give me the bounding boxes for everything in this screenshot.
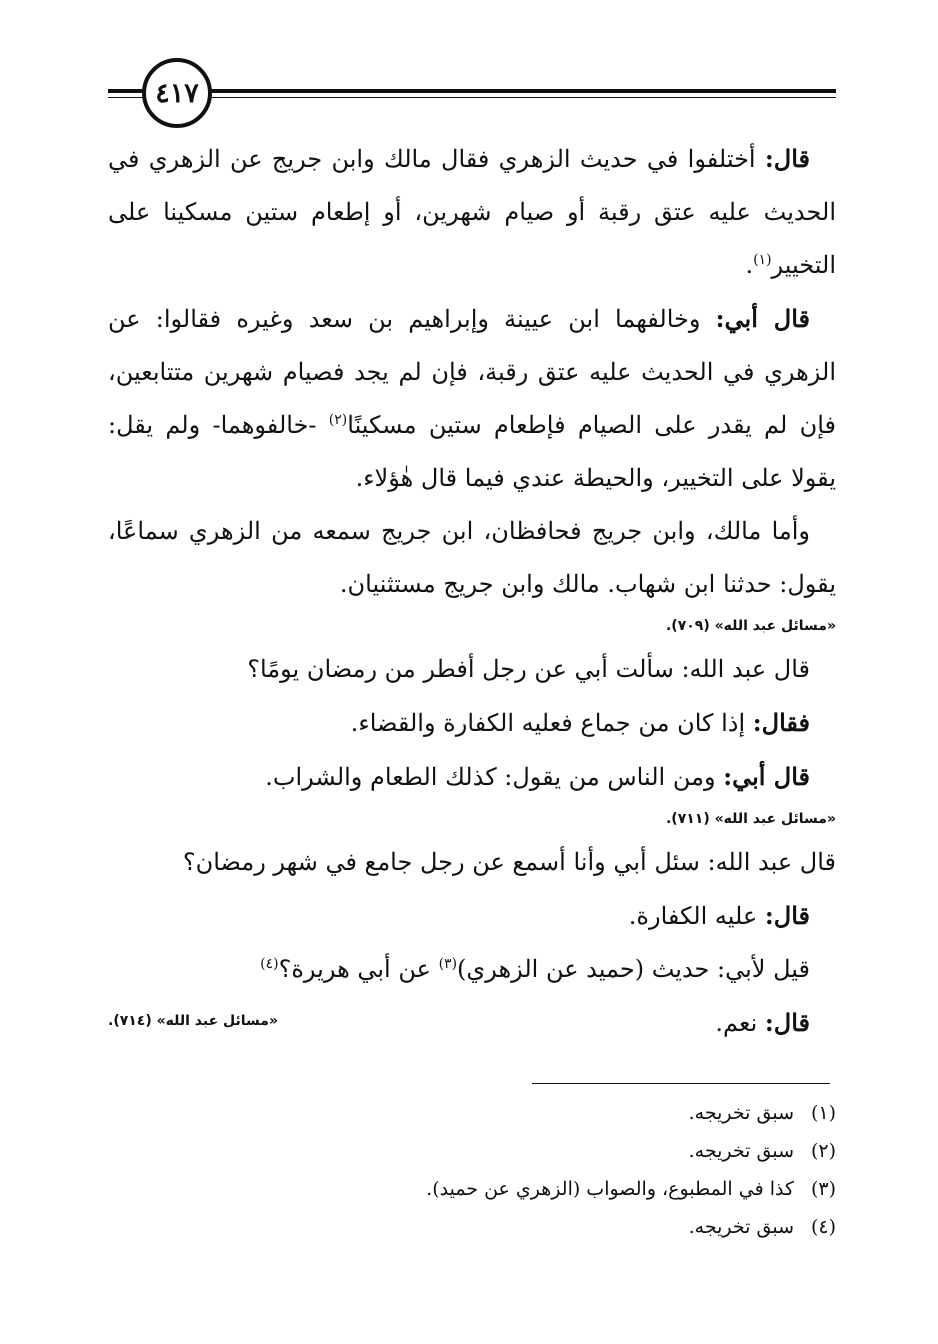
paragraph-text: ومن الناس من يقول: كذلك الطعام والشراب. — [265, 763, 724, 791]
speaker-label: فقال: — [752, 708, 810, 737]
footnote-number: (٢) — [810, 1140, 836, 1162]
speaker-label: قال أبي: — [715, 304, 811, 333]
paragraph-1 — [108, 132, 836, 292]
footnotes — [108, 1094, 836, 1246]
paragraph-text: قال عبد الله: سئل أبي وأنا أسمع عن رجل جامع في شهر رمضان؟ — [182, 848, 836, 876]
paragraph-8 — [108, 889, 836, 943]
footnote-text: كذا في المطبوع، والصواب (الزهري عن حميد). — [426, 1178, 794, 1200]
page-number: ٤١٧ — [155, 77, 199, 109]
header-rule-thin — [108, 97, 836, 98]
speaker-label: قال أبي: — [723, 762, 810, 791]
paragraph-text: عن أبي هريرة؟ — [278, 955, 439, 983]
source-citation: «مسائل عبد الله» (٧١٤). — [108, 1013, 279, 1029]
footnote-ref: (٤) — [260, 956, 279, 972]
footnote-separator — [532, 1083, 830, 1084]
speaker-label: قال: — [764, 901, 810, 930]
page-header — [108, 58, 836, 128]
paragraph-text: وأما مالك، وابن جريج فحافظان، ابن جريج سمعه من الزهري سماعًا، يقول: حدثنا ابن شهاب. مالك وابن جريج مستثنيان. — [108, 517, 836, 598]
footnote-number: (١) — [810, 1102, 836, 1124]
paragraph-text: عليه الكفارة. — [628, 902, 765, 930]
paragraph-text: إذا كان من جماع فعليه الكفارة والقضاء. — [350, 709, 753, 737]
footnote-ref: (٢) — [328, 412, 348, 428]
footnote-item — [108, 1208, 836, 1246]
paragraph-3 — [108, 505, 836, 611]
source-citation: «مسائل عبد الله» (٧٠٩). — [665, 618, 836, 634]
paragraph-text: وخالفهما ابن عيينة وإبراهيم بن سعد وغيره فقالوا: عن الزهري في الحديث عليه عتق رقبة، فإن لم يجد فصيام شهرين متتابعين، فإن لم يقدر على الصيام فإطعام ستين مسكينًا — [108, 305, 837, 439]
paragraph-4 — [108, 643, 836, 696]
source-citation: «مسائل عبد الله» (٧١١). — [665, 811, 836, 827]
footnote-ref: (١) — [753, 252, 772, 268]
paragraph-2 — [108, 292, 836, 505]
paragraph-text: قال عبد الله: سألت أبي عن رجل أفطر من رمضان يومًا؟ — [247, 655, 810, 683]
paragraph-tail: -خالفوهما- ولم يقل: يقولا على التخيير، والحيطة عندي فيما قال هٰؤلاء. — [108, 411, 836, 492]
paragraph-5 — [108, 696, 836, 750]
footnote-text: سبق تخريجه. — [688, 1216, 794, 1238]
footnote-number: (٣) — [810, 1178, 836, 1200]
footnote-number: (٤) — [810, 1216, 836, 1238]
footnote-text: سبق تخريجه. — [688, 1102, 794, 1124]
footnote-text: سبق تخريجه. — [688, 1140, 794, 1162]
paragraph-text: أختلفوا في حديث الزهري فقال مالك وابن جريج عن الزهري في الحديث عليه عتق رقبة أو صيام شهرين، أو إطعام ستين مسكينا على التخيير — [108, 145, 836, 279]
footnote-ref: (٣) — [438, 956, 458, 972]
header-rule-thick — [108, 89, 836, 93]
paragraph-9 — [108, 943, 836, 996]
paragraph-text: نعم. — [715, 1009, 765, 1037]
paragraph-6 — [108, 750, 836, 804]
paragraph-text: قيل لأبي: حديث (حميد عن الزهري) — [457, 955, 810, 983]
paragraph-10 — [108, 996, 836, 1050]
speaker-label: قال: — [764, 1008, 810, 1037]
footnote-item — [108, 1170, 836, 1208]
speaker-label: قال: — [764, 144, 810, 173]
page-number-badge — [142, 58, 212, 128]
paragraph-7 — [108, 836, 836, 889]
footnote-item — [108, 1132, 836, 1170]
main-text — [108, 132, 836, 1050]
footnote-item — [108, 1094, 836, 1132]
paragraph-tail: . — [745, 251, 754, 279]
